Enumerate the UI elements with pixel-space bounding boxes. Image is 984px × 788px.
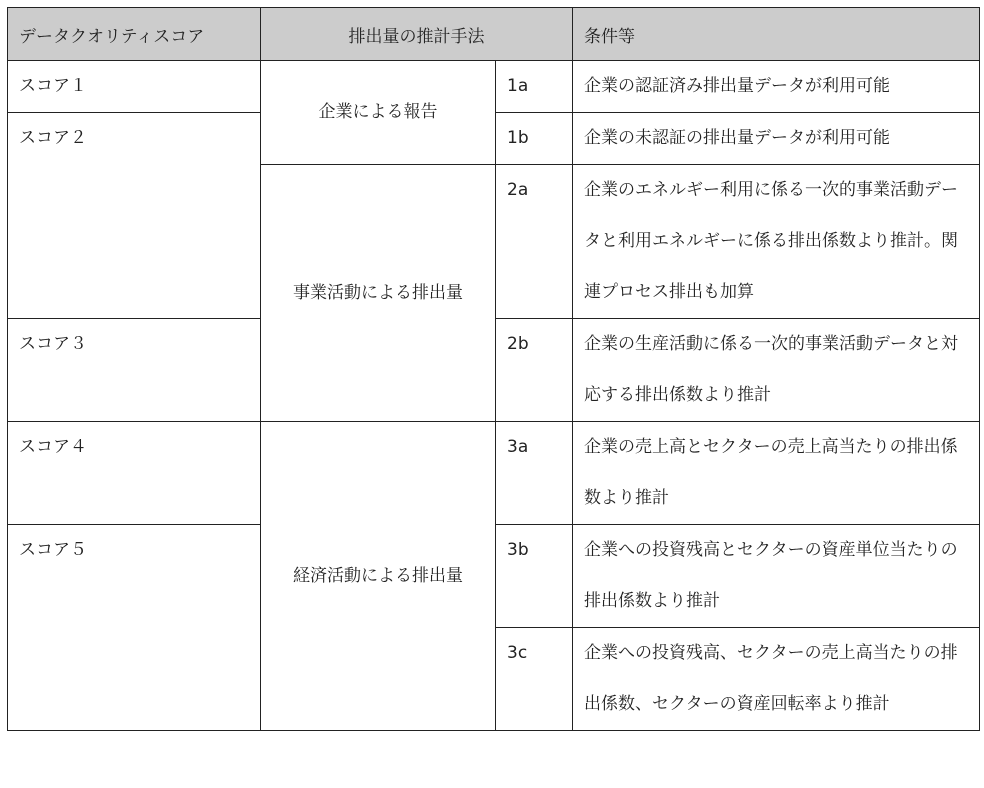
table-row <box>8 61 980 113</box>
condition-cell: 企業への投資残高とセクターの資産単位当たりの排出係数より推計 <box>573 525 980 628</box>
header-score: データクオリティスコア <box>8 8 261 61</box>
score-cell: スコア４ <box>8 422 261 525</box>
score-cell: スコア５ <box>8 525 261 731</box>
code-cell: 1a <box>496 61 573 113</box>
condition-cell: 企業の売上高とセクターの売上高当たりの排出係数より推計 <box>573 422 980 525</box>
code-cell: 3c <box>496 628 573 731</box>
table-header-row <box>8 8 980 61</box>
header-condition: 条件等 <box>573 8 980 61</box>
condition-cell: 企業の認証済み排出量データが利用可能 <box>573 61 980 113</box>
condition-cell: 企業の生産活動に係る一次的事業活動データと対応する排出係数より推計 <box>573 319 980 422</box>
table-row <box>8 422 980 525</box>
condition-cell: 企業の未認証の排出量データが利用可能 <box>573 113 980 165</box>
header-method: 排出量の推計手法 <box>261 8 573 61</box>
condition-cell: 企業への投資残高、セクターの売上高当たりの排出係数、セクターの資産回転率より推計 <box>573 628 980 731</box>
condition-cell: 企業のエネルギー利用に係る一次的事業活動データと利用エネルギーに係る排出係数より推計。関連プロセス排出も加算 <box>573 165 980 319</box>
code-cell: 2b <box>496 319 573 422</box>
code-cell: 3b <box>496 525 573 628</box>
method-cell: 事業活動による排出量 <box>261 165 496 422</box>
method-cell: 経済活動による排出量 <box>261 422 496 731</box>
code-cell: 2a <box>496 165 573 319</box>
data-quality-score-table <box>7 7 980 731</box>
code-cell: 1b <box>496 113 573 165</box>
score-cell: スコア１ <box>8 61 261 113</box>
score-cell: スコア３ <box>8 319 261 422</box>
score-cell: スコア２ <box>8 113 261 319</box>
code-cell: 3a <box>496 422 573 525</box>
method-cell: 企業による報告 <box>261 61 496 165</box>
